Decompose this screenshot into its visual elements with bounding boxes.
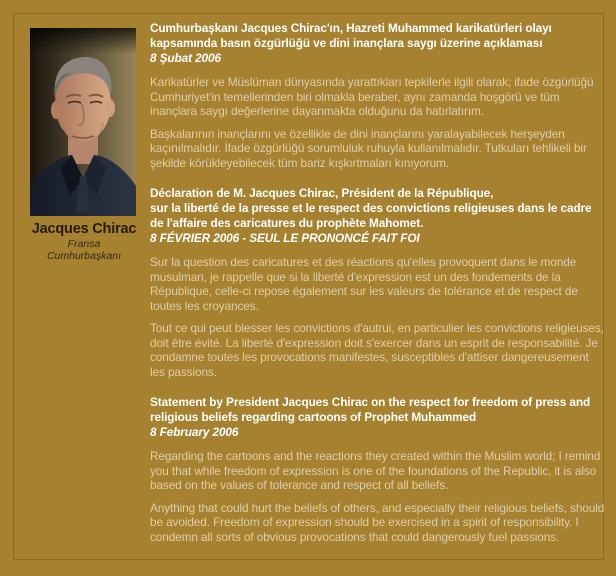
heading-line: Statement by President Jacques Chirac on the respect for freedom of press and (150, 395, 591, 409)
statements-column (150, 21, 606, 544)
statement-english-date: 8 February 2006 (150, 425, 239, 439)
heading-line: Déclaration de M. Jacques Chirac, Président de la République, (150, 186, 494, 200)
profile-name: Jacques Chirac (31, 221, 137, 237)
heading-line: religious beliefs regarding cartoons of Prophet Muhammed (150, 410, 477, 424)
statement-turkish-date: 8 Şubat 2006 (150, 51, 221, 65)
statement-french-date: 8 FÉVRIER 2006 - SEUL LE PRONONCÉ FAIT FOI (150, 231, 420, 245)
heading-line: kapsamında basın özgürlüğü ve dini inançlara saygı üzerine açıklaması (150, 36, 543, 50)
heading-line: sur la liberté de la presse et le respect des convictions religieuses dans le cadre (150, 201, 592, 215)
statement-english-heading (150, 395, 606, 440)
profile-column (30, 28, 138, 262)
statement-turkish (150, 21, 606, 170)
jacques-chirac-portrait (30, 28, 136, 216)
statement-turkish-heading (150, 21, 606, 66)
statement-paragraph: Regarding the cartoons and the reactions they created within the Muslim world; I remind you that while freedom of expression is one of the foundations of the Republic, it is also based on the values of tolerance and respect of all beliefs. (150, 449, 601, 492)
statement-paragraph: Başkalarının inançlarını ve özellikle de dini inançlarını yaralayabilecek herşeyden kaçınılmalıdır. İfade özgürlüğü sorumluluk ruhuyla kullanılmalıdır. Tutkuları tehlikeli bir şekilde körükleyebilecek tüm bariz kışkırtmaları kınıyorum. (150, 126, 587, 170)
heading-line: de l'affaire des caricatures du prophète Mahomet. (150, 216, 424, 230)
profile-role: Fransa Cumhurbaşkanı (46, 238, 122, 262)
statement-paragraph: Tout ce qui peut blesser les convictions d'autrui, en particulier les convictions religieuses, doit être évité. La liberté d'expression doit s'exercer dans un esprit de responsabilité. Je condamne toutes les provocations manifestes, susceptibles d'attiser dangereusement les passions. (150, 321, 604, 379)
statement-paragraph: Anything that could hurt the beliefs of others, and especially their religious beliefs, should be avoided. Freedom of expression should be exercised in a spirit of responsibility. I condemn all sorts of obvious provocations that could dangerously fuel passions. (150, 500, 605, 544)
heading-line: Cumhurbaşkanı Jacques Chirac'ın, Hazreti Muhammed karikatürleri olayı (150, 21, 552, 35)
content-panel (13, 13, 604, 560)
statement-english (150, 395, 606, 544)
statement-paragraph: Karikatürler ve Müslüman dünyasında yarattıkları tepkilerle ilgili olarak; ifade özgürlüğü Cumhuriyet'in temellerinden biri olmakla beraber, aynı zamanda hoşgörü ve tüm inançlara saygı değerlerine dayanmakta olduğunu da hatırlatırım. (150, 75, 594, 118)
statement-french (150, 186, 606, 379)
statement-paragraph: Sur la question des caricatures et des réactions qu'elles provoquent dans le monde musulman, je rappelle que si la liberté d'expression est un des fondements de la République, celle-ci repose également sur les valeurs de tolérance et de respect de toutes les croyances. (150, 255, 578, 313)
statement-french-heading (150, 186, 606, 246)
